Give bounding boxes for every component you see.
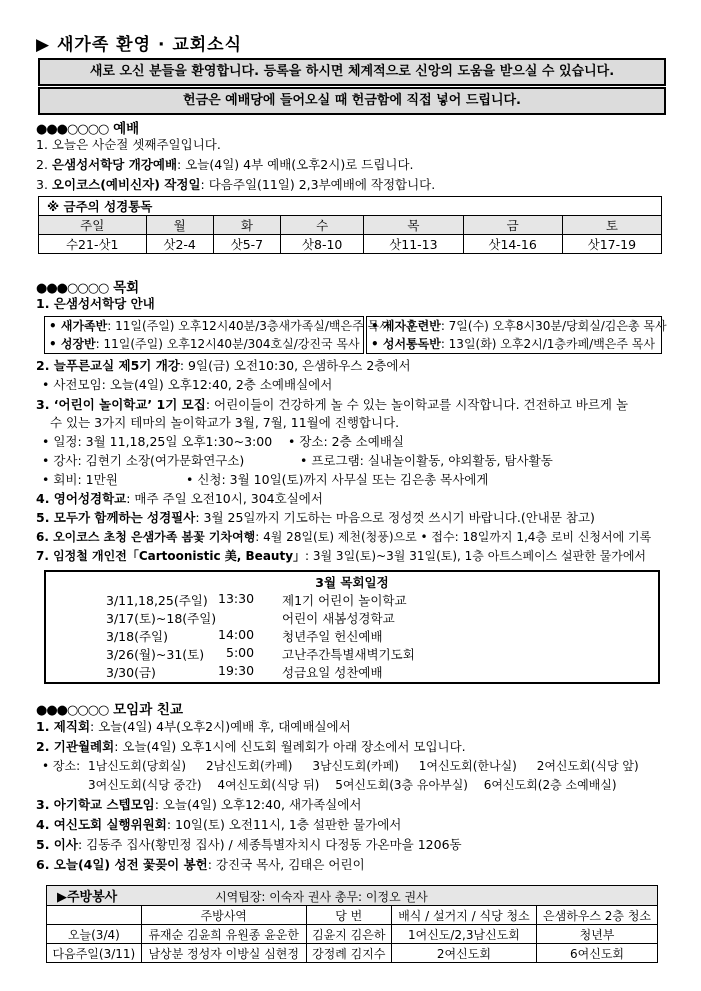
place: 2남신도회(카페) (205, 759, 293, 773)
fellowship-item-1: 1. 제직회: 오늘(4일) 4부(오후2시)예배 후, 대예배실에서 (36, 719, 351, 734)
welcome-banner: 새로 오신 분들을 환영합니다. 등록을 하시면 체계적으로 신앙의 도움을 받으실 수 있습니다. (38, 58, 666, 86)
schedule-time: 13:30 (218, 591, 255, 606)
ministry-title: 목회 (113, 280, 140, 296)
fellowship-item-6: 6. 오늘(4일) 성전 꽃꽂이 봉헌: 강진국 목사, 김태은 어린이 (36, 857, 365, 872)
day-cell: 토 (562, 216, 661, 235)
worship-item-1: 1. 오늘은 사순절 셋째주일입니다. (36, 137, 221, 152)
class-new-family: • 새가족반: 11일(주일) 오후12시40분/3층새가족실/백은주 목사 (49, 319, 391, 333)
dots-icon: ●●●○○○○ (36, 703, 109, 718)
place: 2여신도회(식당 앞) (536, 759, 639, 773)
reading-table (38, 196, 662, 254)
place: 5여신도회(3층 유아부실) (335, 778, 468, 792)
service-clean: 1여신도/2,3남신도회 (391, 925, 536, 944)
day-cell: 월 (146, 216, 213, 235)
fellowship-item-5: 5. 이사: 김동주 집사(황민정 집사) / 세종특별자치시 다정동 가온마을 1206동 (36, 837, 462, 852)
reading-cell: 삿14-16 (463, 235, 562, 254)
place: 3남신도회(카페) (312, 759, 399, 773)
dots-icon: ●●●○○○○ (36, 122, 109, 137)
classes-box-left (44, 316, 391, 354)
service-leaders: 시역팀장: 이숙자 권사 총무: 이정오 권사 (215, 890, 428, 904)
reading-cell: 수21-삿1 (39, 235, 147, 254)
page-title: ▶ 새가족 환영 · 교회소식 (36, 35, 243, 55)
fellowship-item-3: 3. 아기학교 스텝모임: 오늘(4일) 오후12:40, 새가족실에서 (36, 797, 362, 812)
table-row (47, 944, 658, 963)
place: 6여신도회(2층 소예배실) (483, 778, 617, 792)
schedule-time: 5:00 (226, 645, 255, 660)
dots-icon: ●●●○○○○ (36, 281, 109, 296)
schedule-event: 청년주일 헌신예배 (282, 629, 383, 644)
service-house: 6여신도회 (537, 944, 658, 963)
day-cell: 주일 (39, 216, 147, 235)
ministry-item-3-fee: • 회비: 1만원 (42, 472, 118, 487)
day-cell: 목 (364, 216, 463, 235)
reading-cell: 삿11-13 (364, 235, 463, 254)
schedule-date: 3/17(토)~18(주일) (106, 611, 217, 626)
monthly-title: 3월 목회일정 (315, 575, 389, 590)
worship-item-3: 3. 오이코스(예비신자) 작정일: 다음주일(11일) 2,3부예배에 작정합니다. (36, 177, 436, 192)
reading-cell: 삿17-19 (562, 235, 661, 254)
monthly-schedule-box (44, 570, 660, 684)
ministry-item-3-program: • 프로그램: 실내놀이활동, 야외활동, 탐사활동 (300, 453, 553, 468)
fellowship-item-4: 4. 여신도회 실행위원회: 10일(토) 오전11시, 1층 설판한 물가에서 (36, 817, 402, 832)
table-row (47, 925, 658, 944)
header-cell: 당 번 (306, 906, 391, 925)
schedule-date: 3/26(월)~31(토) (106, 647, 205, 662)
schedule-event: 고난주간특별새벽기도회 (282, 647, 415, 662)
service-kitchen: 남상분 정성자 이방실 심현정 (141, 944, 306, 963)
ministry-item-6: 6. 오이코스 초청 은샘가족 봄꽃 기차여행: 4월 28일(토) 제천(청풍)으로 • 접수: 18일까지 1,4층 로비 신청서에 기록 (36, 530, 652, 544)
day-cell: 금 (463, 216, 562, 235)
header-cell-empty (47, 906, 142, 925)
schedule-date: 3/18(주일) (106, 629, 168, 644)
day-cell: 수 (281, 216, 364, 235)
place: 1남신도회(당회실) (87, 759, 187, 773)
schedule-event: 제1기 어린이 놀이학교 (282, 593, 407, 608)
service-duty: 김윤지 김은하 (306, 925, 391, 944)
service-title-row (47, 886, 658, 906)
schedule-event: 어린이 새봄성경학교 (282, 611, 395, 626)
schedule-date: 3/30(금) (106, 665, 156, 680)
ministry-item-7: 7. 임정철 개인전「Cartoonistic 美, Beauty」: 3월 3일(토)~3월 31일(토), 1층 아트스페이스 설판한 물가에서 (36, 549, 647, 563)
header-cell: 은샘하우스 2층 청소 (537, 906, 658, 925)
ministry-section-heading (36, 276, 139, 296)
worship-title: 예배 (113, 121, 140, 137)
worship-item-2: 2. 은샘성서학당 개강예배: 오늘(4일) 4부 예배(오후2시)로 드립니다. (36, 157, 414, 172)
header-cell: 배식 / 설거지 / 식당 청소 (391, 906, 536, 925)
schedule-event: 성금요일 성찬예배 (282, 665, 383, 680)
place: 1여신도회(한나실) (418, 759, 517, 773)
day-cell: 화 (213, 216, 280, 235)
schedule-time: 14:00 (218, 627, 255, 642)
service-day: 다음주일(3/11) (47, 944, 142, 963)
ministry-item-4: 4. 영어성경학교: 매주 주일 오전10시, 304호실에서 (36, 491, 323, 506)
classes-box-right (366, 316, 667, 354)
reading-title: ※ 금주의 성경통독 (39, 197, 662, 216)
service-kitchen: 류재순 김윤희 유원종 윤운한 (141, 925, 306, 944)
class-bible-reading: • 성서통독반: 13일(화) 오후2시/1층카페/백은주 목사 (371, 337, 655, 351)
header-cell: 주방사역 (141, 906, 306, 925)
reading-cell: 삿2-4 (146, 235, 213, 254)
service-day: 오늘(3/4) (47, 925, 142, 944)
ministry-item-5: 5. 모두가 함께하는 성경필사: 3월 25일까지 기도하는 마음으로 정성껏 쓰시기 바랍니다.(안내문 참고) (36, 510, 595, 525)
ministry-item-3-lecturer: • 강사: 김현기 소장(여가문화연구소) (42, 453, 245, 468)
ministry-item-2: 2. 늘푸른교실 제5기 개강: 9일(금) 오전10:30, 은샘하우스 2층에서 (36, 358, 411, 373)
service-clean: 2여신도회 (391, 944, 536, 963)
service-duty: 강정례 김지수 (306, 944, 391, 963)
service-house: 청년부 (537, 925, 658, 944)
places-row-2 (88, 776, 617, 794)
ministry-item-3-place: • 장소: 2층 소예배실 (288, 434, 404, 449)
schedule-date: 3/11,18,25(주일) (106, 593, 208, 608)
class-discipleship: • 제자훈련반: 7일(수) 오후8시30분/당회실/김은총 목사 (371, 319, 667, 333)
service-title: ▶주방봉사 (57, 890, 118, 905)
schedule-time: 19:30 (218, 663, 255, 678)
worship-section-heading (36, 117, 139, 137)
reading-cell: 삿5-7 (213, 235, 280, 254)
ministry-item-3-schedule: • 일정: 3월 11,18,25일 오후1:30~3:00 (42, 434, 273, 449)
fellowship-title: 모임과 친교 (113, 702, 184, 718)
ministry-item-3: 3. ‘어린이 놀이학교’ 1기 모집: 어린이들이 건강하게 놀 수 있는 놀이학교를 시작합니다. 건전하고 바르게 놀 (36, 397, 629, 412)
reading-cell: 삿8-10 (281, 235, 364, 254)
ministry-item-3-apply: • 신청: 3월 10일(토)까지 사무실 또는 김은총 목사에게 (186, 472, 489, 487)
offering-banner: 헌금은 예배당에 들어오실 때 헌금함에 직접 넣어 드립니다. (38, 87, 666, 115)
place: 3여신도회(식당 중간) (88, 778, 202, 792)
place: 4여신도회(식당 뒤) (217, 778, 320, 792)
ministry-item-1: 1. 은샘성서학당 안내 (36, 296, 155, 311)
fellowship-item-2: 2. 기관월례회: 오늘(4일) 오후1시에 신도회 월례회가 아래 장소에서 모입니다. (36, 739, 466, 754)
kitchen-service-table (46, 885, 658, 963)
ministry-item-2-sub: • 사전모임: 오늘(4일) 오후12:40, 2층 소예배실에서 (42, 377, 333, 392)
ministry-item-3-cont: 수 있는 3가지 테마의 놀이학교가 3월, 7월, 11월에 진행합니다. (50, 415, 400, 430)
class-growth: • 성장반: 11일(주일) 오후12시40분/304호실/강진국 목사 (49, 337, 360, 351)
fellowship-section-heading (36, 698, 183, 718)
places-row-1: • 장소: 1남신도회(당회실) 2남신도회(카페) 3남신도회(카페) 1여신도회(한나실) 2여신도회(식당 앞) (42, 759, 639, 773)
